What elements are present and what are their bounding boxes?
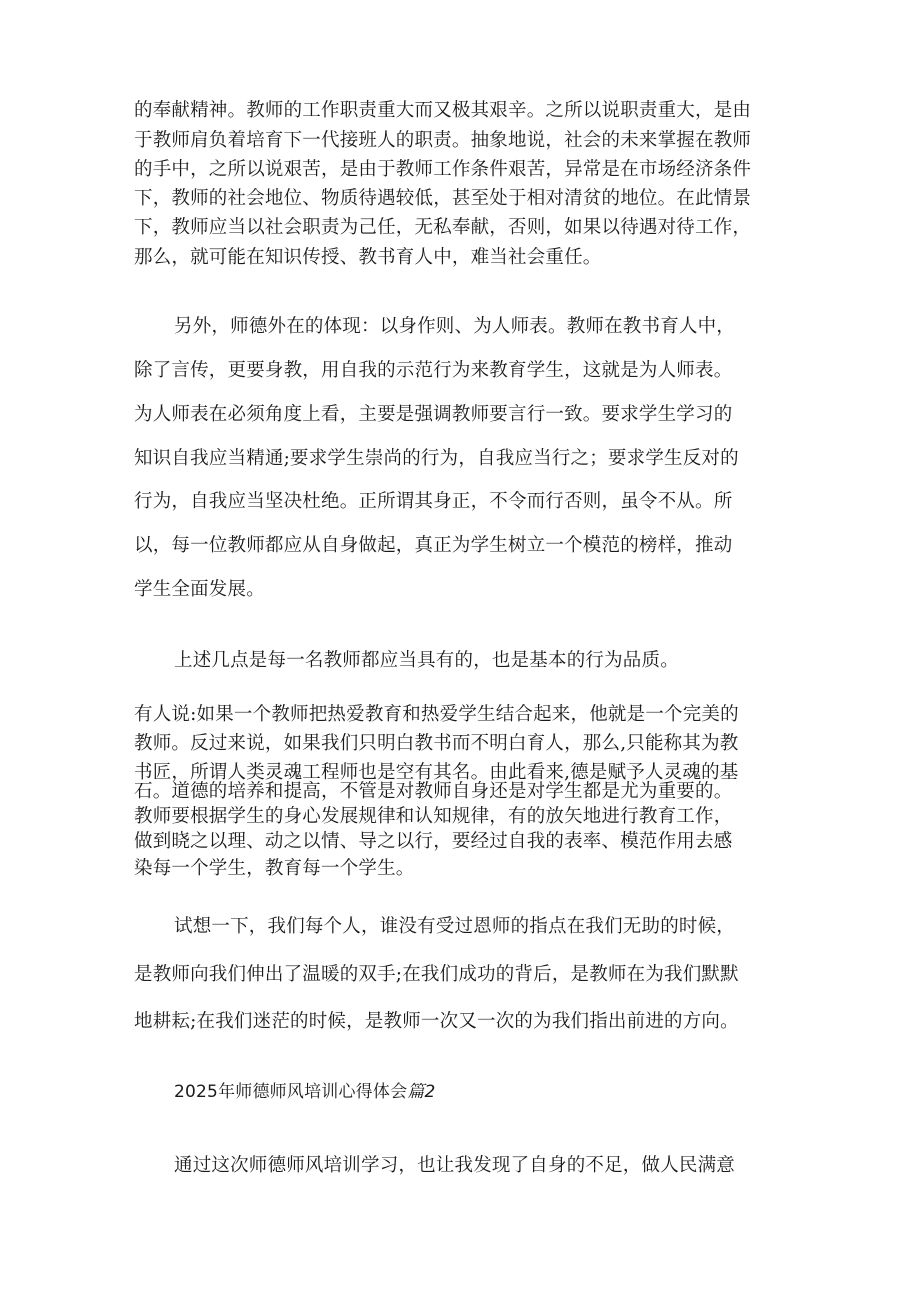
section-heading [174, 1084, 435, 1101]
text-line: 下，教师的社会地位、物质待遇较低，甚至处于相对清贫的地位。在此情景 [134, 188, 752, 209]
text-line: 另外，师德外在的体现：以身作则、为人师表。教师在教书育人中， [174, 316, 736, 337]
text-line: 染每一个学生，教育每一个学生。 [134, 858, 415, 879]
text-line: 石。道德的培养和提高，不管是对教师自身还是对学生都是尤为重要的。 [134, 781, 733, 802]
text-line: 上述几点是每一名教师都应当具有的，也是基本的行为品质。 [174, 650, 679, 671]
text-line: 学生全面发展。 [134, 579, 265, 600]
text-line: 除了言传，更要身教，用自我的示范行为来教育学生，这就是为人师表。 [134, 360, 733, 381]
section-heading-suffix: 篇2 [407, 1082, 436, 1102]
text-line: 教师要根据学生的身心发展规律和认知规律，有的放矢地进行教育工作， [134, 806, 733, 827]
text-line: 做到晓之以理、动之以情、导之以行，要经过自我的表率、模范作用去感 [134, 831, 733, 852]
section-heading-title: 2025年师德师风培训心得体会 [174, 1082, 408, 1102]
text-line: 知识自我应当精通;要求学生崇尚的行为，自我应当行之；要求学生反对的 [134, 448, 739, 469]
text-line: 地耕耘;在我们迷茫的时候，是教师一次又一次的为我们指出前进的方向。 [134, 1011, 739, 1032]
text-line: 书匠，所谓人类灵魂工程师也是空有其名。由此看来,德是赋予人灵魂的基 [134, 762, 739, 783]
text-line: 行为，自我应当坚决杜绝。正所谓其身正，不令而行否则，虽令不从。所 [134, 491, 733, 512]
text-line: 于教师肩负着培育下一代接班人的职责。抽象地说，社会的未来掌握在教师 [134, 130, 752, 151]
text-line: 的手中，之所以说艰苦，是由于教师工作条件艰苦，异常是在市场经济条件 [134, 159, 752, 180]
text-line: 那么，就可能在知识传授、教书育人中，难当社会重任。 [134, 247, 602, 268]
text-line: 有人说:如果一个教师把热爱教育和热爱学生结合起来，他就是一个完美的 [134, 704, 739, 725]
text-line: 为人师表在必须角度上看，主要是强调教师要言行一致。要求学生学习的 [134, 404, 733, 425]
text-line: 通过这次师德师风培训学习，也让我发现了自身的不足，做人民满意 [174, 1155, 736, 1176]
text-line: 的奉献精神。教师的工作职责重大而又极其艰辛。之所以说职责重大，是由 [134, 100, 752, 121]
text-line: 下，教师应当以社会职责为己任，无私奉献，否则，如果以待遇对待工作， [134, 217, 752, 238]
text-line: 是教师向我们伸出了温暖的双手;在我们成功的背后，是教师在为我们默默 [134, 964, 739, 985]
text-line: 试想一下，我们每个人，谁没有受过恩师的指点在我们无助的时候， [174, 916, 736, 937]
text-line: 以，每一位教师都应从自身做起，真正为学生树立一个模范的榜样，推动 [134, 535, 733, 556]
text-line: 教师。反过来说，如果我们只明白教书而不明白育人，那么,只能称其为教 [134, 733, 739, 754]
